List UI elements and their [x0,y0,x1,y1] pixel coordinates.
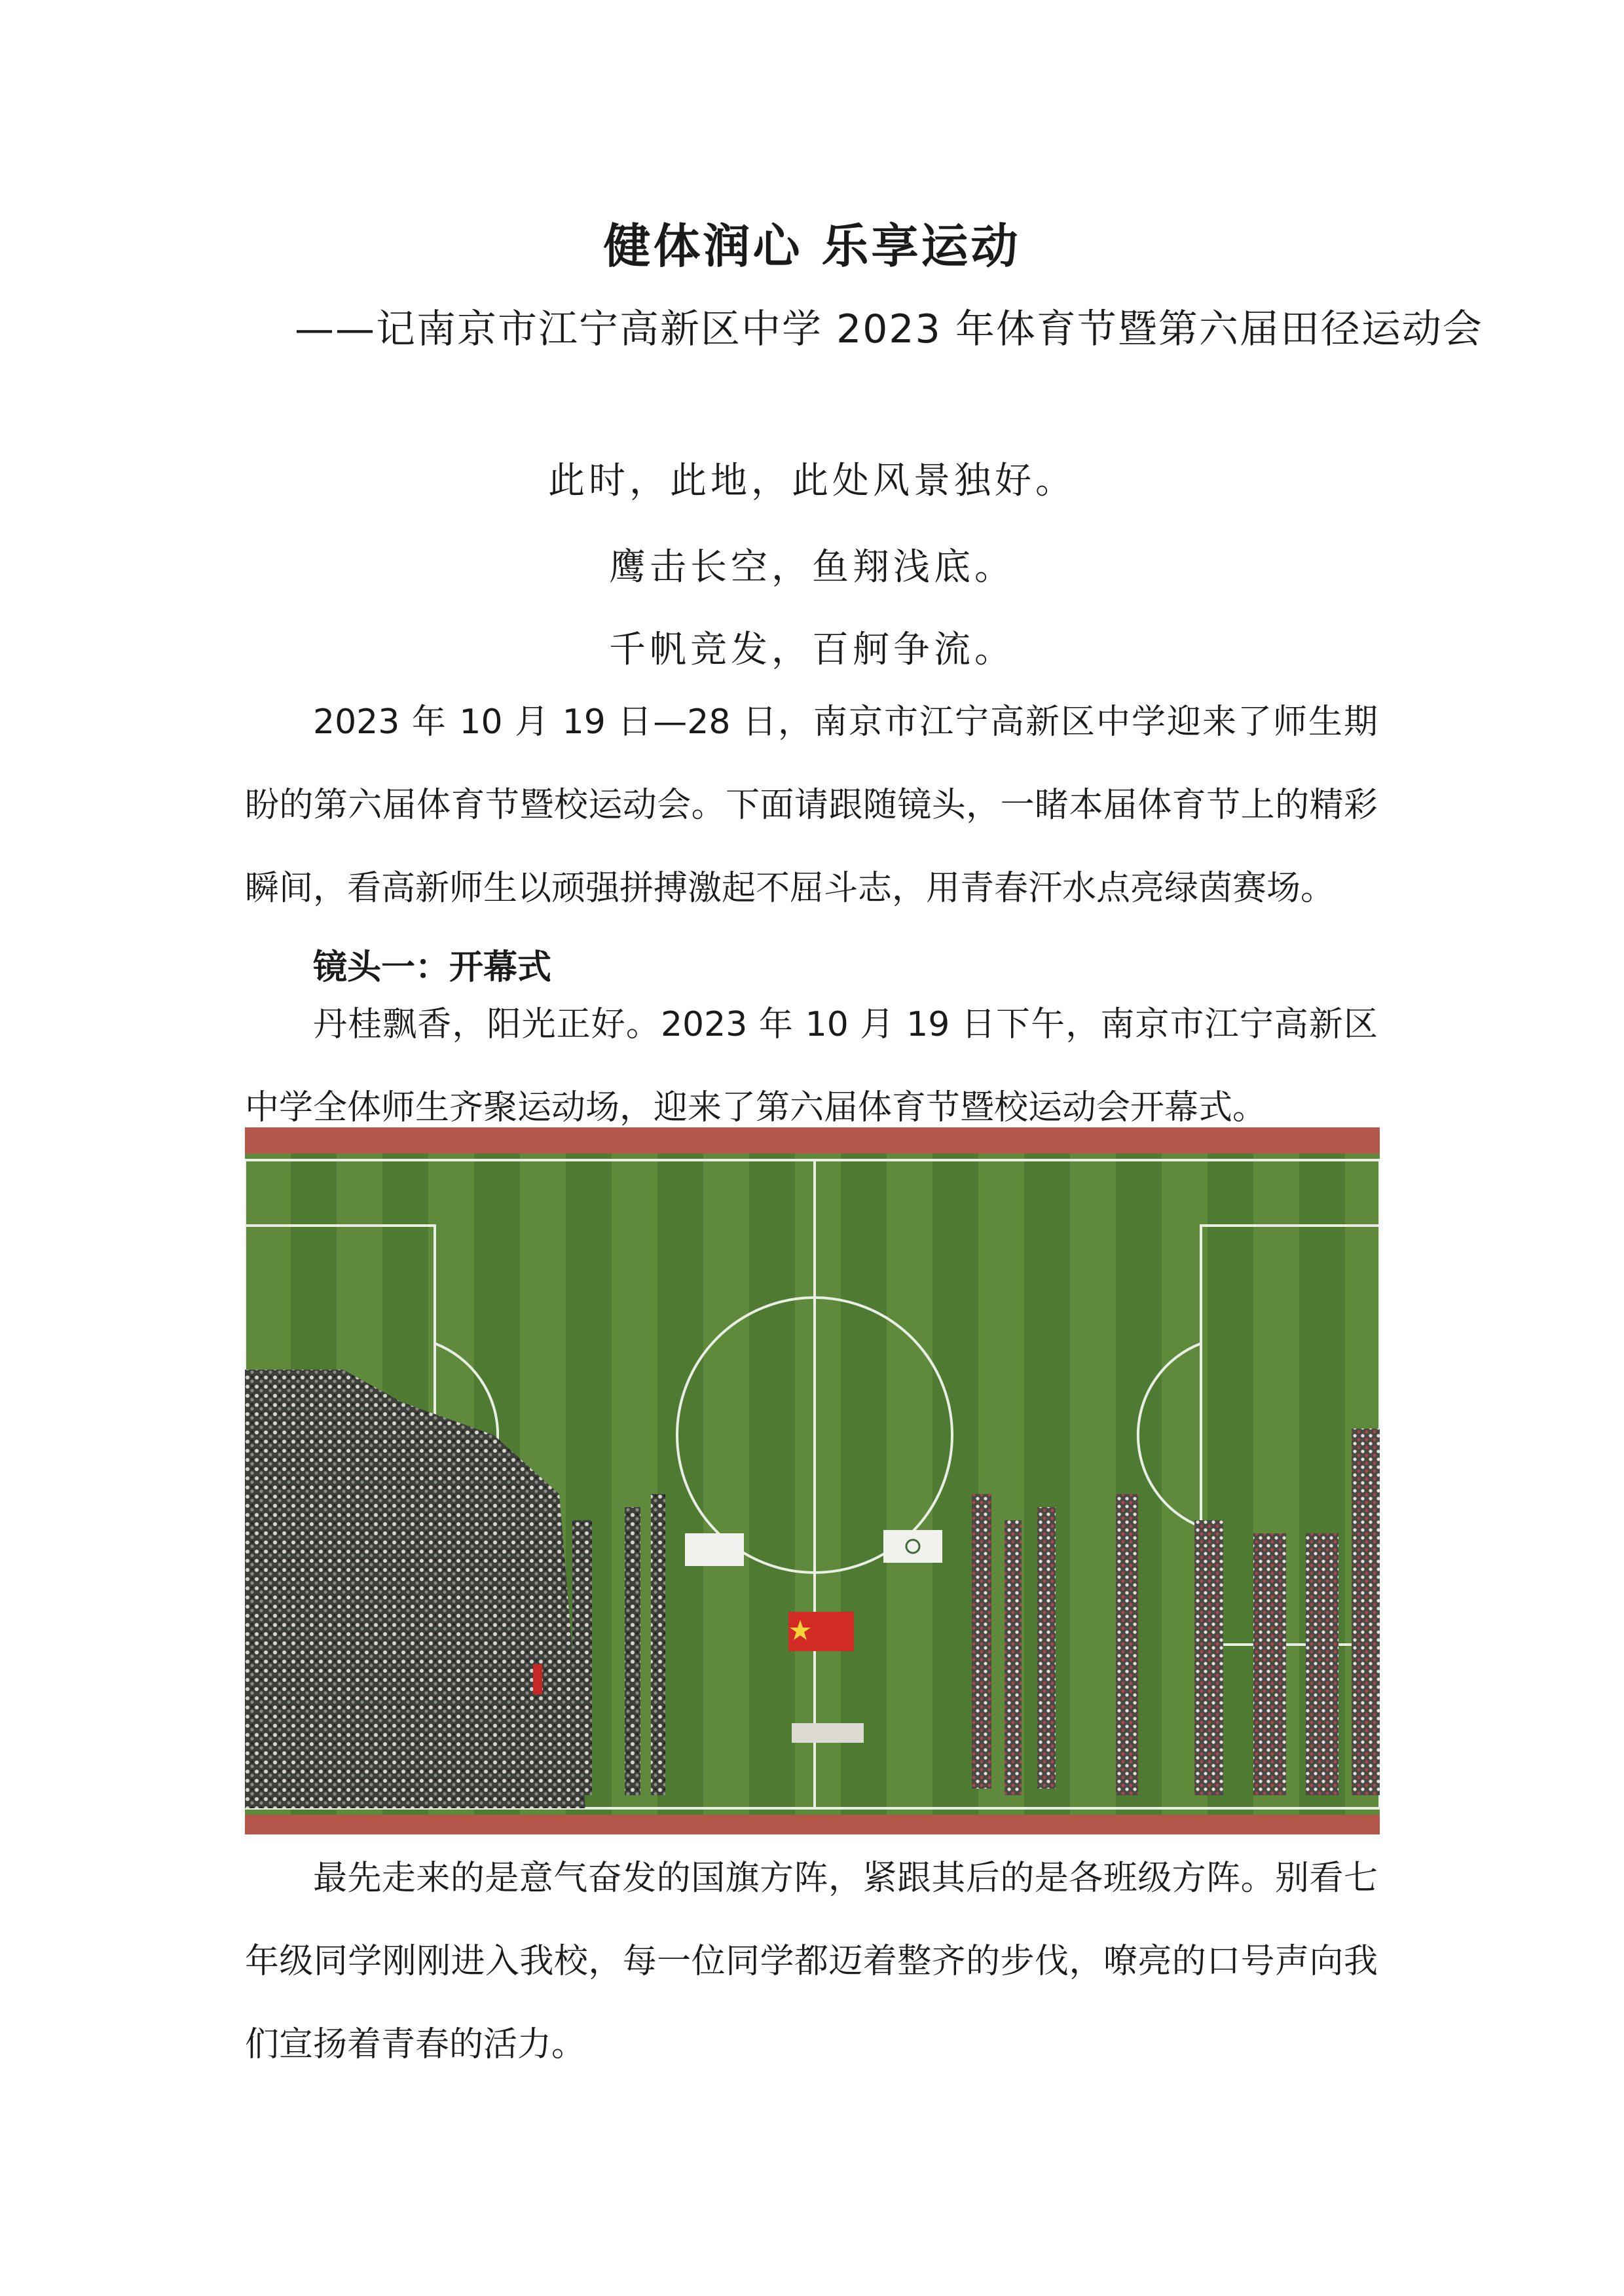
section-paragraph: 丹桂飘香，阳光正好。2023 年 10 月 19 日下午，南京市江宁高新区中学全体师生齐聚运动场，迎来了第六届体育节暨校运动会开幕式。 [245,1005,1378,1127]
poem-line-3: 千帆竞发，百舸争流。 [609,629,1015,671]
poem-line-2: 鹰击长空，鱼翔浅底。 [609,546,1015,589]
poem-line-1: 此时，此地，此处风景独好。 [548,460,1076,502]
aerial-field-photo [245,1127,1380,1834]
article-subtitle: ——记南京市江宁高新区中学 2023 年体育节暨第六届田径运动会 [295,306,1483,352]
section-heading: 镜头一：开幕式 [313,948,552,987]
closing-paragraph: 最先走来的是意气奋发的国旗方阵，紧跟其后的是各班级方阵。别看七年级同学刚刚进入我校，每一位同学都迈着整齐的步伐，嘹亮的口号声向我们宣扬着青春的活力。 [245,1859,1378,2064]
article-title: 健体润心 乐享运动 [603,219,1021,274]
intro-paragraph: 2023 年 10 月 19 日—28 日，南京市江宁高新区中学迎来了师生期盼的第六届体育节暨校运动会。下面请跟随镜头，一睹本届体育节上的精彩瞬间，看高新师生以顽强拼搏激起不屈斗志，用青春汗水点亮绿茵赛场。 [245,702,1378,908]
